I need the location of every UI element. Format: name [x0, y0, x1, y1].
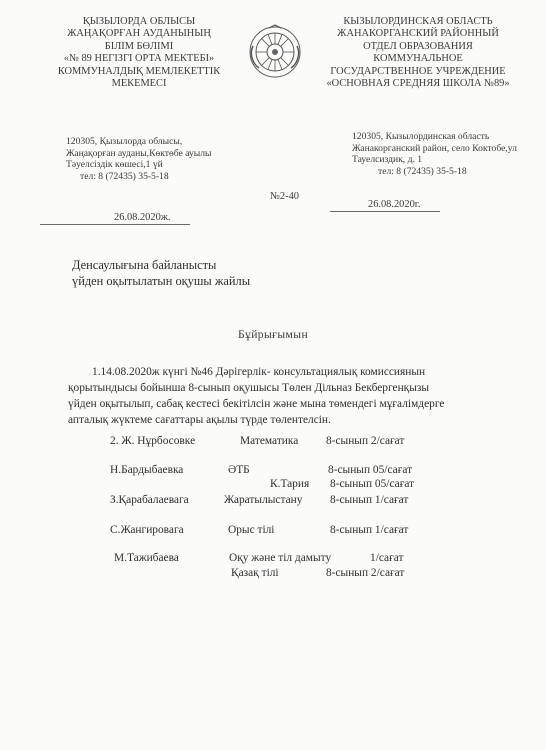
assignment-hours: 8-сынып 2/сағат — [326, 567, 405, 579]
body-line: қорытындысы бойынша 8-сынып оқушысы Төлен Дільназ Бекбергенқызы — [68, 382, 430, 394]
document-number: №2-40 — [270, 191, 299, 202]
address-left-line: Тәуелсіздік көшесі,1 үй — [66, 159, 163, 171]
assignment-hours: 8-сынып 2/сағат — [326, 435, 405, 447]
address-right — [352, 131, 522, 177]
header-left-line: КОММУНАЛДЫҚ МЕМЛЕКЕТТІК — [57, 65, 221, 77]
header-left-line: МЕКЕМЕСІ — [111, 78, 167, 90]
header-left-line: ҚЫЗЫЛОРДА ОБЛЫСЫ — [82, 16, 196, 27]
assignment-subject: К.Тария — [270, 478, 310, 490]
assignment-subject: Оқу және тіл дамыту — [229, 552, 332, 564]
assignment-subject: Орыс тілі — [228, 524, 275, 536]
header-right-line: ОТДЕЛ ОБРАЗОВАНИЯ — [363, 40, 473, 52]
assignment-hours: 8-сынып 05/сағат — [328, 464, 413, 476]
assignment-hours: 8-сынып 05/сағат — [330, 478, 415, 490]
assignment-teacher: З.Қарабалаевага — [110, 494, 189, 506]
header-right-line: КОММУНАЛЬНОЕ — [373, 53, 463, 65]
date-right-underline — [330, 211, 440, 212]
assignment-subject: Жаратылыстану — [224, 494, 303, 506]
date-left-underline — [40, 224, 190, 225]
subject-line: Денсаулығына байланысты — [72, 258, 217, 272]
document-subject — [72, 257, 372, 289]
assignment-subject: Математика — [240, 435, 299, 447]
header-right-line: ГОСУДАРСТВЕННОЕ УЧРЕЖДЕНИЕ — [330, 65, 506, 77]
header-right-line: КЫЗЫЛОРДИНСКАЯ ОБЛАСТЬ — [343, 16, 493, 27]
address-left-phone: тел: 8 (72435) 35-5-18 — [80, 170, 169, 182]
assignment-hours: 8-сынып 1/сағат — [330, 494, 409, 506]
assignment-subject: ӘТБ — [228, 464, 250, 476]
assignment-teacher: М.Тажибаева — [114, 552, 179, 564]
address-left — [66, 136, 266, 182]
date-left: 26.08.2020ж. — [114, 212, 171, 223]
header-right-russian — [318, 16, 518, 90]
order-title: Бұйрығымын — [237, 328, 309, 341]
assignment-teacher: Н.Бардыбаевка — [110, 464, 184, 476]
assignment-teacher: 2. Ж. Нұрбосовке — [110, 435, 196, 447]
header-left-kazakh — [54, 16, 224, 90]
header-left-line: БІЛІМ БӨЛІМІ — [104, 40, 174, 52]
assignment-hours: 8-сынып 1/сағат — [330, 524, 409, 536]
header-left-line: «№ 89 НЕГІЗГІ ОРТА МЕКТЕБІ» — [63, 53, 215, 65]
order-body — [68, 364, 478, 428]
address-left-line: 120305, Қызылорда облысы, — [66, 136, 183, 147]
address-right-phone: тел: 8 (72435) 35-5-18 — [378, 165, 467, 177]
header-right-line: ЖАНАКОРГАНСКИЙ РАЙОННЫЙ — [337, 28, 499, 40]
date-right: 26.08.2020г. — [368, 199, 421, 210]
body-line: 1.14.08.2020ж күнгі №46 Дәрігерлік- консультациялық комиссиянын — [92, 366, 426, 378]
subject-line: үйден оқытылатын оқушы жайлы — [72, 274, 251, 288]
assignment-subject: Қазақ тілі — [231, 567, 279, 579]
assignment-teacher: С.Жангировага — [110, 524, 184, 536]
header-left-line: ЖАҢАҚОРҒАН АУДАНЫНЫҢ — [67, 28, 211, 40]
body-line: апталық жүктеме сағаттары ақылы түрде төлентелсін. — [68, 414, 331, 426]
body-line: үйден оқытылып, сабақ кестесі бекітілсін және мына төмендегі мұғалімдерге — [68, 398, 445, 410]
address-left-line: Жаңақорған ауданы,Көктөбе ауылы — [66, 147, 212, 159]
state-emblem-icon — [247, 24, 303, 80]
assignment-hours: 1/сағат — [370, 552, 404, 564]
address-right-line: 120305, Кызылординская область — [352, 131, 490, 142]
address-right-line: Жанакорганский район, село Коктобе,ул — [352, 142, 517, 154]
header-right-line: «ОСНОВНАЯ СРЕДНЯЯ ШКОЛА №89» — [326, 78, 510, 90]
address-right-line: Тауелсиздик, д. 1 — [352, 154, 423, 166]
